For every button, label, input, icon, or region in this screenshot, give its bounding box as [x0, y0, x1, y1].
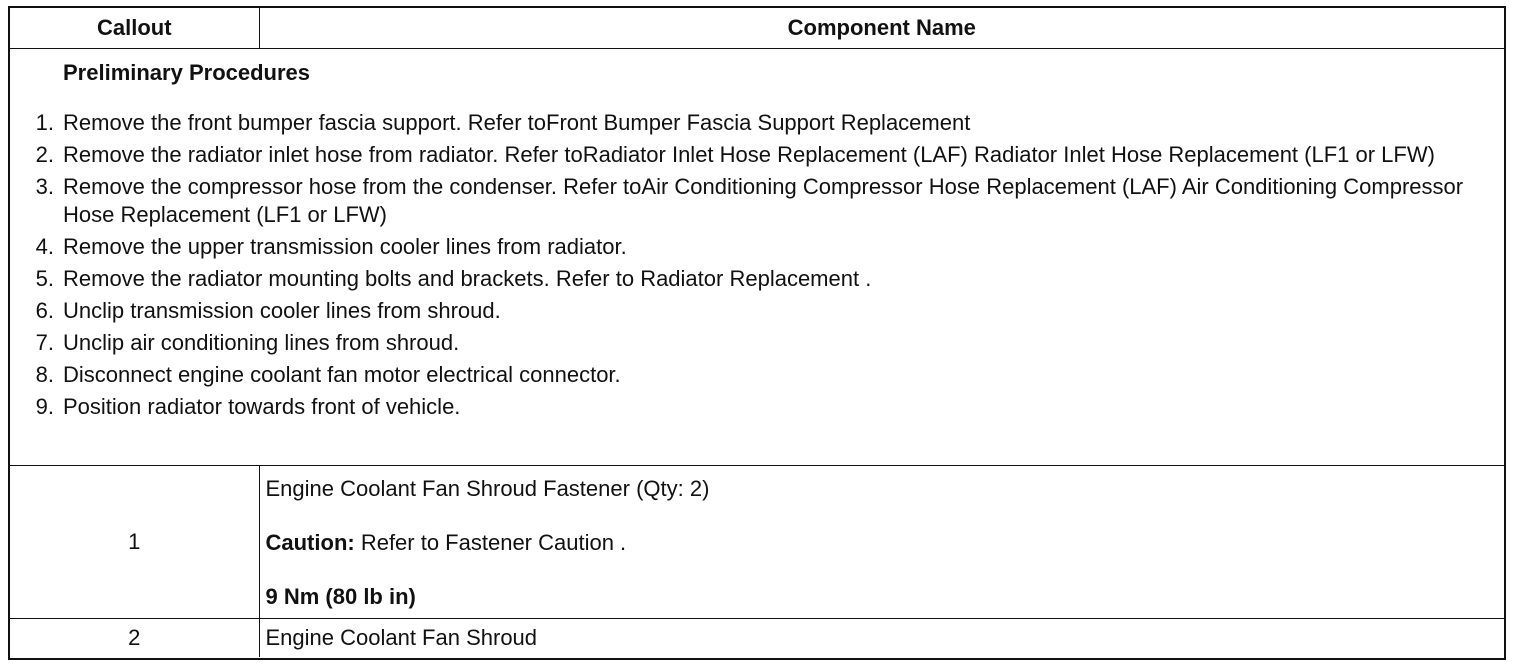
table-row	[10, 466, 1504, 619]
caution-text: Refer to Fastener Caution .	[354, 530, 627, 555]
step-item	[24, 109, 1486, 137]
step-number: 1.	[35, 110, 54, 135]
step-item	[24, 141, 1486, 169]
header-row	[10, 8, 1504, 49]
procedure-table	[10, 8, 1504, 657]
component-name-header: Component Name	[259, 8, 1504, 49]
step-item	[24, 393, 1486, 421]
step-item	[24, 297, 1486, 325]
step-text: Remove the compressor hose from the condenser. Refer toAir Conditioning Compressor Hose Replacement (LAF) Air Conditioning Compressor Hose Replacement (LF1 or LFW)	[63, 174, 1464, 227]
step-number: 7.	[35, 330, 54, 355]
callout-header: Callout	[10, 8, 259, 49]
step-number: 4.	[35, 234, 54, 259]
preliminary-title: Preliminary Procedures	[63, 60, 311, 85]
step-text: Remove the radiator inlet hose from radiator. Refer toRadiator Inlet Hose Replacement (LAF) Radiator Inlet Hose Replacement (LF1 or LFW)	[63, 142, 1435, 167]
procedure-table-container	[8, 6, 1506, 660]
callout-cell: 2	[10, 619, 259, 658]
step-number: 5.	[35, 266, 54, 291]
step-text: Unclip air conditioning lines from shroud.	[63, 330, 460, 355]
step-text: Position radiator towards front of vehicle.	[63, 394, 461, 419]
step-item	[24, 361, 1486, 389]
step-item	[24, 265, 1486, 293]
step-text: Disconnect engine coolant fan motor electrical connector.	[63, 362, 621, 387]
step-text: Remove the upper transmission cooler lines from radiator.	[63, 234, 627, 259]
caution-label: Caution:	[265, 530, 355, 555]
callout-cell: 1	[10, 466, 259, 619]
torque-spec: 9 Nm (80 lb in)	[265, 584, 416, 609]
step-text: Remove the radiator mounting bolts and brackets. Refer to Radiator Replacement .	[63, 266, 872, 291]
step-number: 9.	[35, 394, 54, 419]
step-number: 3.	[35, 174, 54, 199]
component-cell	[259, 466, 1504, 619]
step-text: Unclip transmission cooler lines from shroud.	[63, 298, 501, 323]
preliminary-steps-list	[24, 109, 1486, 421]
step-number: 2.	[35, 142, 54, 167]
step-number: 8.	[35, 362, 54, 387]
table-row	[10, 619, 1504, 658]
preliminary-cell	[10, 49, 1504, 466]
preliminary-row	[10, 49, 1504, 466]
step-number: 6.	[35, 298, 54, 323]
step-item	[24, 173, 1486, 229]
component-cell: Engine Coolant Fan Shroud	[259, 619, 1504, 658]
caution-note	[266, 528, 1499, 558]
step-text: Remove the front bumper fascia support. Refer toFront Bumper Fascia Support Replacement	[63, 110, 971, 135]
step-item	[24, 233, 1486, 261]
component-name: Engine Coolant Fan Shroud Fastener (Qty: 2)	[265, 476, 710, 501]
step-item	[24, 329, 1486, 357]
